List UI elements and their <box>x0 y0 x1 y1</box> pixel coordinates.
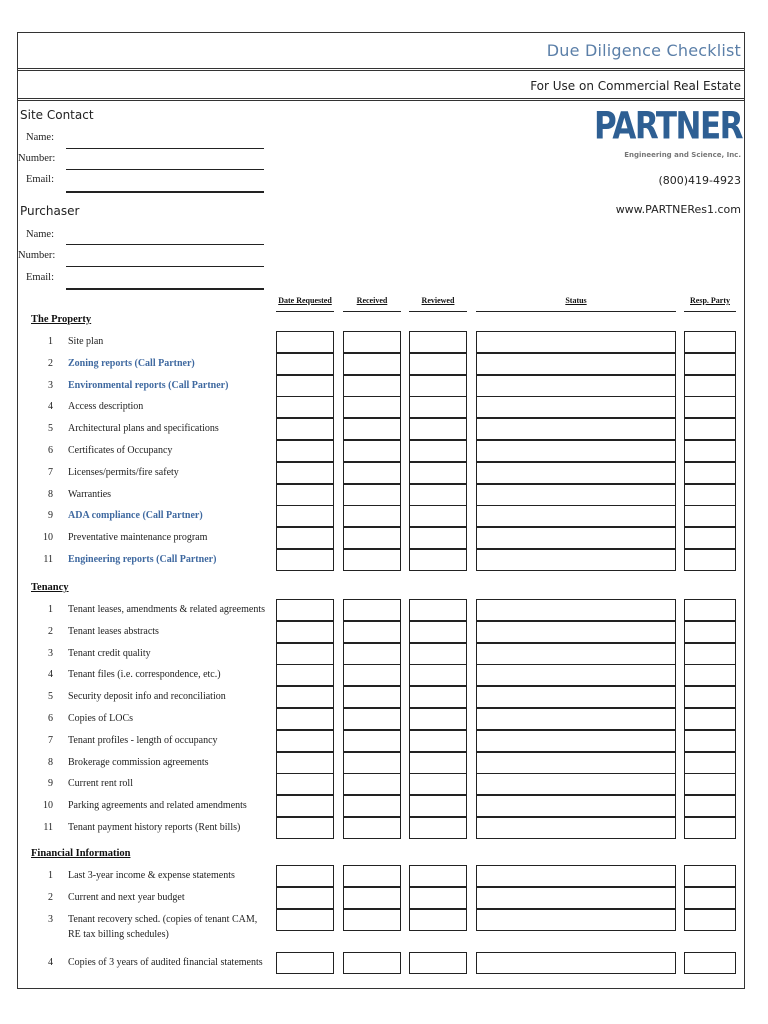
section-title: Financial Information <box>31 848 131 859</box>
checklist-row <box>18 353 744 375</box>
column-resp-party: Resp. Party <box>690 296 730 305</box>
date-requested-cell[interactable] <box>276 375 334 397</box>
column-received: Received <box>356 296 388 305</box>
resp-party-cell[interactable] <box>684 887 736 909</box>
item-label: Current rent roll <box>68 778 133 790</box>
resp-party-cell[interactable] <box>684 708 736 730</box>
section-title: The Property <box>31 314 92 325</box>
date-requested-cell[interactable] <box>276 952 334 974</box>
item-number: 1 <box>48 604 53 615</box>
reviewed-cell[interactable] <box>409 375 467 397</box>
item-number: 2 <box>48 891 53 903</box>
received-cell[interactable] <box>343 708 401 730</box>
status-cell[interactable] <box>476 795 676 817</box>
date-requested-cell[interactable] <box>276 484 334 506</box>
date-requested-cell[interactable] <box>276 396 334 418</box>
resp-party-cell[interactable] <box>684 484 736 506</box>
reviewed-cell[interactable] <box>409 773 467 795</box>
checklist-row <box>18 664 744 686</box>
site-contact-heading: Site Contact <box>20 108 94 122</box>
date-requested-cell[interactable] <box>276 865 334 887</box>
reviewed-cell[interactable] <box>409 396 467 418</box>
checklist-row <box>18 505 744 527</box>
reviewed-cell[interactable] <box>409 331 467 353</box>
site-contact-email-label: Email: <box>26 174 54 185</box>
resp-party-cell[interactable] <box>684 527 736 549</box>
received-cell[interactable] <box>343 549 401 571</box>
item-number: 3 <box>48 913 53 925</box>
status-cell[interactable] <box>476 505 676 527</box>
item-label: Last 3-year income & expense statements <box>68 870 235 881</box>
date-requested-cell[interactable] <box>276 353 334 375</box>
status-cell[interactable] <box>476 599 676 621</box>
item-number: 4 <box>48 957 53 969</box>
column-reviewed: Reviewed <box>421 296 455 305</box>
item-label: Site plan <box>68 336 104 347</box>
item-label: Certificates of Occupancy <box>68 445 173 456</box>
resp-party-cell[interactable] <box>684 331 736 353</box>
received-cell[interactable] <box>343 484 401 506</box>
column-reviewed-rule <box>409 311 467 312</box>
date-requested-cell[interactable] <box>276 418 334 440</box>
partner-tagline: Engineering and Science, Inc. <box>624 151 741 159</box>
purchaser-number-field[interactable] <box>66 266 264 267</box>
status-cell[interactable] <box>476 817 676 839</box>
checklist-row <box>18 599 744 621</box>
item-number: 4 <box>48 401 53 413</box>
date-requested-cell[interactable] <box>276 599 334 621</box>
item-number: 9 <box>48 778 53 790</box>
received-cell[interactable] <box>343 865 401 887</box>
reviewed-cell[interactable] <box>409 708 467 730</box>
reviewed-cell[interactable] <box>409 817 467 839</box>
checklist-row <box>18 375 744 397</box>
received-cell[interactable] <box>343 621 401 643</box>
item-label: Tenant payment history reports (Rent bills) <box>68 822 241 833</box>
date-requested-cell[interactable] <box>276 817 334 839</box>
checklist-page <box>17 32 745 989</box>
checklist-row <box>18 773 744 795</box>
reviewed-cell[interactable] <box>409 730 467 752</box>
checklist-row <box>18 549 744 571</box>
status-cell[interactable] <box>476 686 676 708</box>
site-contact-email-field[interactable] <box>66 191 264 193</box>
resp-party-cell[interactable] <box>684 353 736 375</box>
status-cell[interactable] <box>476 752 676 774</box>
reviewed-cell[interactable] <box>409 952 467 974</box>
date-requested-cell[interactable] <box>276 462 334 484</box>
status-cell[interactable] <box>476 484 676 506</box>
checklist-row <box>18 865 744 887</box>
received-cell[interactable] <box>343 952 401 974</box>
partner-logo: PARTNER <box>594 105 742 149</box>
item-label: Tenant credit quality <box>68 647 151 659</box>
resp-party-cell[interactable] <box>684 621 736 643</box>
column-date-requested-rule <box>276 311 334 312</box>
reviewed-cell[interactable] <box>409 621 467 643</box>
item-label: Warranties <box>68 488 112 500</box>
resp-party-cell[interactable] <box>684 462 736 484</box>
date-requested-cell[interactable] <box>276 664 334 686</box>
reviewed-cell[interactable] <box>409 599 467 621</box>
document-title: Due Diligence Checklist <box>18 33 744 71</box>
item-number: 5 <box>48 423 53 435</box>
date-requested-cell[interactable] <box>276 773 334 795</box>
item-label-call-partner: Environmental reports (Call Partner) <box>68 379 229 391</box>
received-cell[interactable] <box>343 887 401 909</box>
received-cell[interactable] <box>343 752 401 774</box>
checklist-row <box>18 396 744 418</box>
reviewed-cell[interactable] <box>409 795 467 817</box>
item-label: Current and next year budget <box>68 891 185 903</box>
reviewed-cell[interactable] <box>409 686 467 708</box>
item-number: 7 <box>48 466 53 478</box>
column-status: Status <box>565 296 587 305</box>
reviewed-cell[interactable] <box>409 909 467 931</box>
reviewed-cell[interactable] <box>409 440 467 462</box>
resp-party-cell[interactable] <box>684 686 736 708</box>
resp-party-cell[interactable] <box>684 418 736 440</box>
company-website[interactable]: www.PARTNERes1.com <box>615 203 741 216</box>
status-cell[interactable] <box>476 643 676 665</box>
column-received-rule <box>343 311 401 312</box>
date-requested-cell[interactable] <box>276 909 334 931</box>
checklist-row <box>18 643 744 665</box>
purchaser-email-label: Email: <box>26 272 54 283</box>
date-requested-cell[interactable] <box>276 505 334 527</box>
status-cell[interactable] <box>476 527 676 549</box>
status-cell[interactable] <box>476 549 676 571</box>
section-title: Tenancy <box>31 582 69 593</box>
checklist-row <box>18 752 744 774</box>
item-label: Architectural plans and specifications <box>68 423 219 435</box>
item-label: Tenant leases, amendments & related agreements <box>68 604 265 615</box>
status-cell[interactable] <box>476 730 676 752</box>
reviewed-cell[interactable] <box>409 418 467 440</box>
checklist-row <box>18 440 744 462</box>
resp-party-cell[interactable] <box>684 549 736 571</box>
received-cell[interactable] <box>343 643 401 665</box>
site-contact-number-label: Number: <box>18 153 56 164</box>
checklist-row <box>18 952 744 974</box>
item-number: 2 <box>48 357 53 369</box>
status-cell[interactable] <box>476 440 676 462</box>
reviewed-cell[interactable] <box>409 462 467 484</box>
item-number: 4 <box>48 669 53 681</box>
checklist-row <box>18 909 744 945</box>
status-cell[interactable] <box>476 773 676 795</box>
site-contact-number-field[interactable] <box>66 169 264 170</box>
received-cell[interactable] <box>343 664 401 686</box>
purchaser-number-label: Number: <box>18 250 56 261</box>
purchaser-name-field[interactable] <box>66 244 264 245</box>
received-cell[interactable] <box>343 527 401 549</box>
date-requested-cell[interactable] <box>276 752 334 774</box>
checklist-row <box>18 484 744 506</box>
status-cell[interactable] <box>476 418 676 440</box>
reviewed-cell[interactable] <box>409 752 467 774</box>
status-cell[interactable] <box>476 396 676 418</box>
resp-party-cell[interactable] <box>684 440 736 462</box>
received-cell[interactable] <box>343 462 401 484</box>
item-label-call-partner: Zoning reports (Call Partner) <box>68 357 195 369</box>
status-cell[interactable] <box>476 909 676 931</box>
item-number: 1 <box>48 870 53 881</box>
checklist-row <box>18 621 744 643</box>
date-requested-cell[interactable] <box>276 686 334 708</box>
item-number: 6 <box>48 445 53 456</box>
resp-party-cell[interactable] <box>684 752 736 774</box>
received-cell[interactable] <box>343 331 401 353</box>
received-cell[interactable] <box>343 599 401 621</box>
checklist-row <box>18 418 744 440</box>
item-number: 9 <box>48 510 53 522</box>
item-number: 2 <box>48 625 53 637</box>
date-requested-cell[interactable] <box>276 440 334 462</box>
reviewed-cell[interactable] <box>409 549 467 571</box>
date-requested-cell[interactable] <box>276 643 334 665</box>
resp-party-cell[interactable] <box>684 664 736 686</box>
checklist-row <box>18 462 744 484</box>
resp-party-cell[interactable] <box>684 730 736 752</box>
item-label: Preventative maintenance program <box>68 532 208 544</box>
received-cell[interactable] <box>343 505 401 527</box>
date-requested-cell[interactable] <box>276 331 334 353</box>
checklist-row <box>18 817 744 839</box>
item-number: 11 <box>43 822 53 833</box>
checklist-row <box>18 887 744 909</box>
item-label-call-partner: ADA compliance (Call Partner) <box>68 510 203 522</box>
item-label-call-partner: Engineering reports (Call Partner) <box>68 554 217 565</box>
date-requested-cell[interactable] <box>276 887 334 909</box>
resp-party-cell[interactable] <box>684 643 736 665</box>
received-cell[interactable] <box>343 817 401 839</box>
column-date-requested: Date Requested <box>278 296 332 305</box>
resp-party-cell[interactable] <box>684 599 736 621</box>
column-status-rule <box>476 311 676 312</box>
resp-party-cell[interactable] <box>684 865 736 887</box>
item-label: Copies of 3 years of audited financial statements <box>68 957 263 969</box>
checklist-row <box>18 795 744 817</box>
item-number: 10 <box>43 800 53 812</box>
item-label: Copies of LOCs <box>68 713 133 724</box>
status-cell[interactable] <box>476 865 676 887</box>
reviewed-cell[interactable] <box>409 664 467 686</box>
checklist-row <box>18 708 744 730</box>
resp-party-cell[interactable] <box>684 505 736 527</box>
received-cell[interactable] <box>343 795 401 817</box>
item-label: Parking agreements and related amendments <box>68 800 247 812</box>
resp-party-cell[interactable] <box>684 396 736 418</box>
status-cell[interactable] <box>476 887 676 909</box>
reviewed-cell[interactable] <box>409 527 467 549</box>
status-cell[interactable] <box>476 708 676 730</box>
item-number: 11 <box>43 554 53 565</box>
resp-party-cell[interactable] <box>684 375 736 397</box>
purchaser-heading: Purchaser <box>20 204 80 218</box>
resp-party-cell[interactable] <box>684 773 736 795</box>
checklist-row <box>18 730 744 752</box>
date-requested-cell[interactable] <box>276 730 334 752</box>
item-number: 3 <box>48 379 53 391</box>
received-cell[interactable] <box>343 773 401 795</box>
checklist-row <box>18 527 744 549</box>
company-phone: (800)419-4923 <box>658 174 741 187</box>
received-cell[interactable] <box>343 909 401 931</box>
item-number: 5 <box>48 691 53 703</box>
item-number: 1 <box>48 336 53 347</box>
status-cell[interactable] <box>476 664 676 686</box>
item-label: Security deposit info and reconciliation <box>68 691 226 703</box>
resp-party-cell[interactable] <box>684 795 736 817</box>
item-label: Access description <box>68 401 144 413</box>
date-requested-cell[interactable] <box>276 621 334 643</box>
item-number: 6 <box>48 713 53 724</box>
received-cell[interactable] <box>343 396 401 418</box>
received-cell[interactable] <box>343 440 401 462</box>
item-number: 7 <box>48 734 53 746</box>
status-cell[interactable] <box>476 621 676 643</box>
received-cell[interactable] <box>343 418 401 440</box>
status-cell[interactable] <box>476 952 676 974</box>
received-cell[interactable] <box>343 686 401 708</box>
column-resp-party-rule <box>684 311 736 312</box>
resp-party-cell[interactable] <box>684 952 736 974</box>
item-label: Tenant leases abstracts <box>68 625 159 637</box>
item-label: Tenant profiles - length of occupancy <box>68 734 218 746</box>
checklist-row <box>18 686 744 708</box>
reviewed-cell[interactable] <box>409 643 467 665</box>
resp-party-cell[interactable] <box>684 817 736 839</box>
item-label: Tenant recovery sched. (copies of tenant CAM, RE tax billing schedules) <box>68 913 258 940</box>
date-requested-cell[interactable] <box>276 527 334 549</box>
received-cell[interactable] <box>343 375 401 397</box>
status-cell[interactable] <box>476 331 676 353</box>
status-cell[interactable] <box>476 462 676 484</box>
item-number: 8 <box>48 488 53 500</box>
purchaser-name-label: Name: <box>26 229 54 240</box>
reviewed-cell[interactable] <box>409 865 467 887</box>
site-contact-name-label: Name: <box>26 132 54 143</box>
item-label: Brokerage commission agreements <box>68 756 209 768</box>
item-label: Tenant files (i.e. correspondence, etc.) <box>68 669 221 681</box>
date-requested-cell[interactable] <box>276 549 334 571</box>
resp-party-cell[interactable] <box>684 909 736 931</box>
item-number: 3 <box>48 647 53 659</box>
received-cell[interactable] <box>343 730 401 752</box>
reviewed-cell[interactable] <box>409 887 467 909</box>
date-requested-cell[interactable] <box>276 795 334 817</box>
item-number: 8 <box>48 756 53 768</box>
site-contact-name-field[interactable] <box>66 148 264 149</box>
status-cell[interactable] <box>476 375 676 397</box>
reviewed-cell[interactable] <box>409 353 467 375</box>
document-subtitle: For Use on Commercial Real Estate <box>18 73 744 101</box>
date-requested-cell[interactable] <box>276 708 334 730</box>
reviewed-cell[interactable] <box>409 505 467 527</box>
purchaser-email-field[interactable] <box>66 288 264 290</box>
item-label: Licenses/permits/fire safety <box>68 466 179 478</box>
reviewed-cell[interactable] <box>409 484 467 506</box>
status-cell[interactable] <box>476 353 676 375</box>
checklist-row <box>18 331 744 353</box>
received-cell[interactable] <box>343 353 401 375</box>
item-number: 10 <box>43 532 53 544</box>
